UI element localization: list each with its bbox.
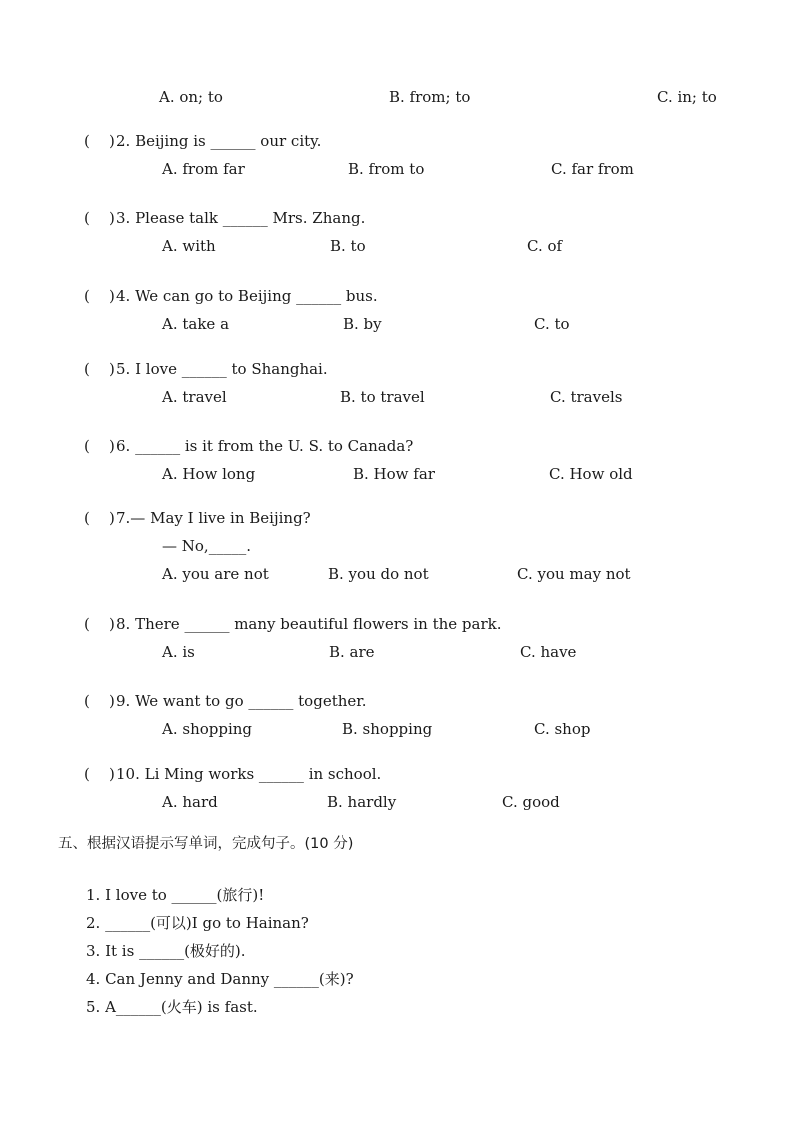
answer-paren-open: (	[84, 209, 90, 227]
option-c: C. far from	[551, 160, 634, 178]
fill-in-item: 4. Can Jenny and Danny ______(来)?	[86, 970, 354, 988]
answer-paren-open: (	[84, 287, 90, 305]
question-stem: 5. I love ______ to Shanghai.	[116, 360, 328, 378]
question-stem: 4. We can go to Beijing ______ bus.	[116, 287, 378, 305]
answer-paren-open: (	[84, 692, 90, 710]
answer-paren-open: (	[84, 360, 90, 378]
question-stem: 3. Please talk ______ Mrs. Zhang.	[116, 209, 366, 227]
section-heading: 五、根据汉语提示写单词，完成句子。(10 分)	[58, 836, 354, 852]
option-a: A. shopping	[162, 720, 253, 738]
option-c: C. shop	[534, 720, 591, 738]
option-b: B. from to	[348, 160, 425, 178]
question-stem: 7.— May I live in Beijing?	[116, 509, 311, 527]
option-a: A. travel	[162, 388, 227, 406]
answer-paren-close: )	[109, 692, 115, 710]
option-b: B. How far	[353, 465, 435, 483]
answer-paren-open: (	[84, 437, 90, 455]
option-a: A. hard	[162, 793, 218, 811]
option-a: A. with	[162, 237, 216, 255]
option-c: C. to	[534, 315, 570, 333]
answer-paren-close: )	[109, 132, 115, 150]
answer-paren-close: )	[109, 437, 115, 455]
option-c: C. you may not	[517, 565, 631, 583]
q1-option-a: A. on; to	[159, 88, 223, 106]
fill-in-item: 1. I love to ______(旅行)!	[86, 886, 265, 904]
question-stem: 6. ______ is it from the U. S. to Canada?	[116, 437, 414, 455]
question-stem: 9. We want to go ______ together.	[116, 692, 367, 710]
option-c: C. travels	[550, 388, 623, 406]
option-b: B. by	[343, 315, 382, 333]
option-b: B. hardly	[327, 793, 397, 811]
answer-paren-open: (	[84, 765, 90, 783]
answer-paren-open: (	[84, 615, 90, 633]
answer-paren-close: )	[109, 765, 115, 783]
option-b: B. you do not	[328, 565, 429, 583]
answer-paren-open: (	[84, 509, 90, 527]
question-stem-reply: — No,_____.	[162, 537, 251, 555]
option-a: A. is	[162, 643, 195, 661]
answer-paren-close: )	[109, 209, 115, 227]
fill-in-item: 3. It is ______(极好的).	[86, 942, 246, 960]
option-a: A. How long	[162, 465, 256, 483]
question-stem: 2. Beijing is ______ our city.	[116, 132, 322, 150]
answer-paren-close: )	[109, 615, 115, 633]
question-stem: 8. There ______ many beautiful flowers in the park.	[116, 615, 502, 633]
answer-paren-open: (	[84, 132, 90, 150]
option-b: B. to	[330, 237, 366, 255]
question-stem: 10. Li Ming works ______ in school.	[116, 765, 382, 783]
answer-paren-close: )	[109, 287, 115, 305]
option-c: C. have	[520, 643, 577, 661]
fill-in-item: 5. A______(火车) is fast.	[86, 998, 258, 1016]
option-b: B. to travel	[340, 388, 425, 406]
q1-option-c: C. in; to	[657, 88, 717, 106]
answer-paren-close: )	[109, 509, 115, 527]
option-c: C. good	[502, 793, 560, 811]
option-b: B. are	[329, 643, 375, 661]
option-c: C. How old	[549, 465, 633, 483]
fill-in-item: 2. ______(可以)I go to Hainan?	[86, 914, 309, 932]
option-b: B. shopping	[342, 720, 433, 738]
option-c: C. of	[527, 237, 563, 255]
option-a: A. you are not	[162, 565, 269, 583]
option-a: A. take a	[162, 315, 230, 333]
answer-paren-close: )	[109, 360, 115, 378]
q1-option-b: B. from; to	[389, 88, 471, 106]
option-a: A. from far	[162, 160, 245, 178]
